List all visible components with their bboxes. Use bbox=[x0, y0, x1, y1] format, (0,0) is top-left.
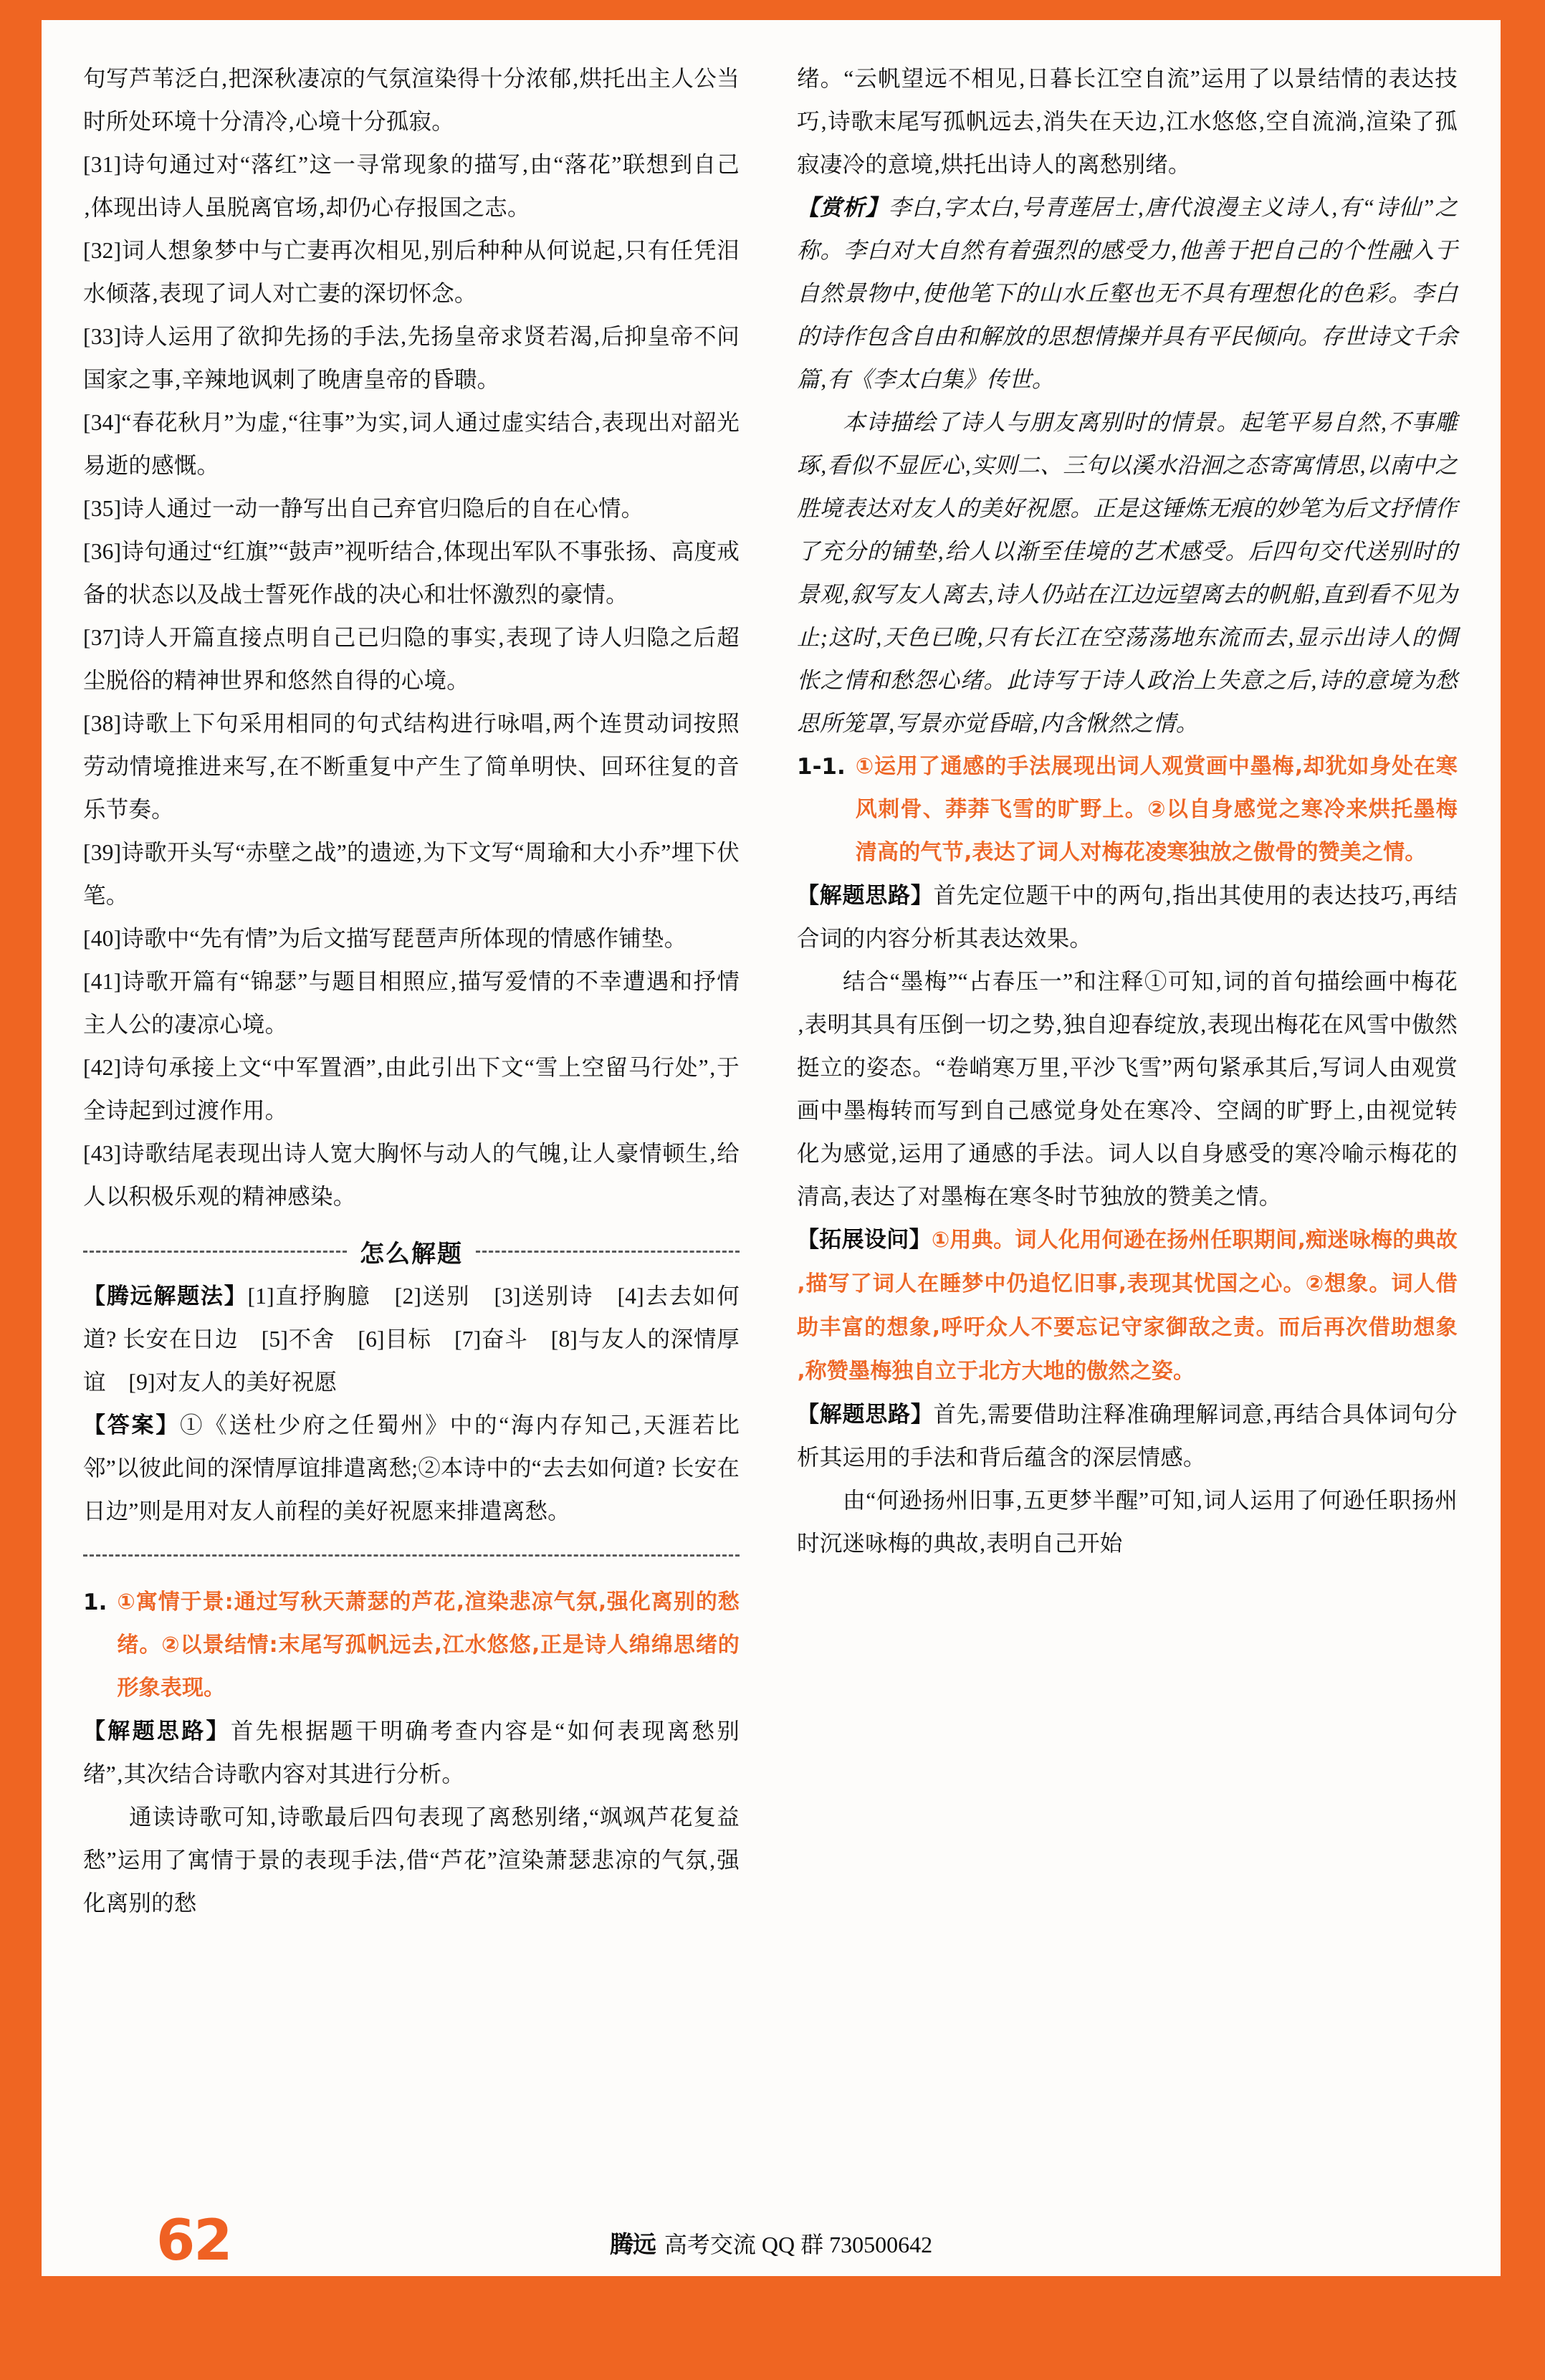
extension-thinking-text: 首先‚需要借助注释准确理解词意‚再结合具体词句分析其运用的手法和背后蕴含的深层情感。 bbox=[797, 1402, 1458, 1470]
question-1-1-number: 1-1. bbox=[797, 754, 846, 780]
note-38: [38]诗歌上下句采用相同的句式结构进行咏唱‚两个连贯动词按照劳动情境推进来写‚在不断重复中产生了简单明快、回环往复的音乐节奏。 bbox=[83, 711, 740, 822]
question-1-answer-text: ①寓情于景:通过写秋天萧瑟的芦花‚渲染悲凉气氛‚强化离别的愁绪。②以景结情:末尾写孤帆远去‚江水悠悠‚正是诗人绵绵思绪的形象表现。 bbox=[117, 1590, 740, 1701]
answer-paragraph bbox=[83, 1404, 740, 1533]
left-column bbox=[42, 20, 771, 2227]
note-34: [34]“春花秋月”为虚‚“往事”为实‚词人通过虚实结合‚表现出对韶光易逝的感慨。 bbox=[83, 410, 740, 478]
question-1-thinking bbox=[83, 1710, 740, 1796]
page-sheet bbox=[42, 20, 1501, 2276]
question-1-answer-row bbox=[83, 1581, 740, 1710]
note-33: [33]诗人运用了欲抑先扬的手法‚先扬皇帝求贤若渴‚后抑皇帝不问国家之事‚辛辣地讽刺了晚唐皇帝的昏聩。 bbox=[83, 324, 740, 392]
method-paragraph bbox=[83, 1275, 740, 1404]
question-1-number: 1. bbox=[83, 1590, 107, 1615]
method-label: 【腾远解题法】 bbox=[83, 1284, 248, 1309]
extension-answer: ①用典。词人化用何逊在扬州任职期间‚痴迷咏梅的典故‚描写了词人在睡梦中仍追忆旧事‚表现其忧国之心。②想象。词人借助丰富的想象‚呼吁众人不要忘记守家御敌之责。而后再次借助想象‚称赞墨梅独自立于北方大地的傲然之姿。 bbox=[797, 1228, 1458, 1384]
answer-text: ①《送杜少府之任蜀州》中的“海内存知己‚天涯若比邻”以彼此间的深情厚谊排遣离愁;②本诗中的“去去如何道? 长安在日边”则是用对友人前程的美好祝愿来排遣离愁。 bbox=[83, 1413, 740, 1524]
left-continued-paragraph: 句写芦苇泛白‚把深秋凄凉的气氛渲染得十分浓郁‚烘托出主人公当时所处环境十分清冷‚心境十分孤寂。 bbox=[83, 66, 740, 134]
note-37: [37]诗人开篇直接点明自己已归隐的事实‚表现了诗人归隐之后超尘脱俗的精神世界和悠然自得的心境。 bbox=[83, 625, 740, 693]
question-1-analysis: 通读诗歌可知‚诗歌最后四句表现了离愁别绪‚“飒飒芦花复益愁”运用了寓情于景的表现手法‚借“芦花”渲染萧瑟悲凉的气氛‚强化离别的愁 bbox=[83, 1805, 740, 1916]
footer-qq-group: 高考交流 QQ 群 730500642 bbox=[664, 2232, 933, 2257]
question-1-1-answer-text: ①运用了通感的手法展现出词人观赏画中墨梅‚却犹如身处在寒风刺骨、莽莽飞雪的旷野上。②以自身感觉之寒冷来烘托墨梅清高的气节‚表达了词人对梅花凌寒独放之傲骨的赞美之情。 bbox=[855, 754, 1458, 865]
footer-center bbox=[42, 2226, 1501, 2260]
brand-logo: 腾远 bbox=[609, 2230, 656, 2258]
note-31: [31]诗句通过对“落红”这一寻常现象的描写‚由“落花”联想到自己‚体现出诗人虽脱离官场‚却仍心存报国之志。 bbox=[83, 152, 740, 220]
divider-dash-right bbox=[476, 1251, 740, 1253]
note-42: [42]诗句承接上文“中军置酒”‚由此引出下文“雪上空留马行处”‚于全诗起到过渡作用。 bbox=[83, 1055, 740, 1123]
appreciation-body: 本诗描绘了诗人与朋友离别时的情景。起笔平易自然‚不事雕琢‚看似不显匠心‚实则二、三句以溪水沿洄之态寄寓情思‚以南中之胜境表达对友人的美好祝愿。正是这锤炼无痕的妙笔为后文抒情作了充分的铺垫‚给人以渐至佳境的艺术感受。后四句交代送别时的景观‚叙写友人离去‚诗人仍站在江边远望离去的帆船‚直到看不见为止;这时‚天色已晚‚只有长江在空荡荡地东流而去‚显示出诗人的惆怅之情和愁怨心绪。此诗写于诗人政治上失意之后‚诗的意境为愁思所笼罩‚写景亦觉昏暗‚内含愀然之情。 bbox=[797, 410, 1458, 736]
answer-label: 【答案】 bbox=[83, 1413, 181, 1438]
extension-thinking-label: 【解题思路】 bbox=[797, 1402, 934, 1428]
method-items: [1]直抒胸臆 [2]送别 [3]送别诗 [4]去去如何道? 长安在日边 [5]不舍 [6]目标 [7]奋斗 [8]与友人的深情厚谊 [9]对友人的美好祝愿 bbox=[83, 1284, 740, 1395]
answer-separator bbox=[83, 1554, 740, 1557]
note-41: [41]诗歌开篇有“锦瑟”与题目相照应‚描写爱情的不幸遭遇和抒情主人公的凄凉心境。 bbox=[83, 969, 740, 1037]
question-1-1-answer-row bbox=[797, 745, 1458, 874]
note-36: [36]诗句通过“红旗”“鼓声”视听结合‚体现出军队不事张扬、高度戒备的状态以及战士誓死作战的决心和壮怀激烈的豪情。 bbox=[83, 539, 740, 607]
note-43: [43]诗歌结尾表现出诗人宽大胸怀与动人的气魄‚让人豪情顿生‚给人以积极乐观的精神感染。 bbox=[83, 1141, 740, 1209]
extension-analysis: 由“何逊扬州旧事‚五更梦半醒”可知‚词人运用了何逊任职扬州时沉迷咏梅的典故‚表明自己开始 bbox=[797, 1488, 1458, 1556]
question-1-thinking-label: 【解题思路】 bbox=[83, 1719, 231, 1744]
extension-paragraph bbox=[797, 1218, 1458, 1393]
question-1-1-thinking-label: 【解题思路】 bbox=[797, 883, 934, 909]
question-1-answer-body bbox=[117, 1581, 740, 1710]
question-1-thinking-text: 首先根据题干明确考查内容是“如何表现离愁别绪”‚其次结合诗歌内容对其进行分析。 bbox=[83, 1719, 740, 1787]
page-number: 62 bbox=[156, 2209, 231, 2273]
appreciation-bio: 李白‚字太白‚号青莲居士‚唐代浪漫主义诗人‚有“诗仙”之称。李白对大自然有着强烈的感受力‚他善于把自己的个性融入于自然景物中‚使他笔下的山水丘壑也无不具有理想化的色彩。李白的诗作包含自由和解放的思想情操并具有平民倾向。存世诗文千余篇‚有《李太白集》传世。 bbox=[797, 195, 1458, 392]
extension-label: 【拓展设问】 bbox=[797, 1227, 932, 1253]
note-35: [35]诗人通过一动一静写出自己弃官归隐后的自在心情。 bbox=[83, 496, 644, 521]
page-footer bbox=[42, 2209, 1501, 2276]
section-title: 怎么解题 bbox=[360, 1240, 463, 1268]
question-1-1-answer-body bbox=[856, 745, 1458, 874]
text-columns bbox=[42, 20, 1501, 2227]
right-column bbox=[771, 20, 1501, 2227]
appreciation-bio-paragraph bbox=[797, 186, 1458, 401]
note-32: [32]词人想象梦中与亡妻再次相见‚别后种种从何说起‚只有任凭泪水倾落‚表现了词人对亡妻的深切怀念。 bbox=[83, 238, 740, 306]
right-continued-paragraph: 绪。“云帆望远不相见‚日暮长江空自流”运用了以景结情的表达技巧‚诗歌末尾写孤帆远去‚消失在天边‚江水悠悠‚空自流淌‚渲染了孤寂凄冷的意境‚烘托出诗人的离愁别绪。 bbox=[797, 66, 1458, 177]
question-1-1-analysis: 结合“墨梅”“占春压一”和注释①可知‚词的首句描绘画中梅花‚表明其具有压倒一切之势‚独自迎春绽放‚表现出梅花在风雪中傲然挺立的姿态。“卷峭寒万里‚平沙飞雪”两句紧承其后‚写词人由观赏画中墨梅转而写到自己感觉身处在寒冷、空阔的旷野上‚由视觉转化为感觉‚运用了通感的手法。词人以自身感受的寒冷喻示梅花的清高‚表达了对墨梅在寒冬时节独放的赞美之情。 bbox=[797, 969, 1458, 1209]
extension-thinking bbox=[797, 1393, 1458, 1479]
note-40: [40]诗歌中“先有情”为后文描写琵琶声所体现的情感作铺垫。 bbox=[83, 926, 687, 951]
question-1-1-thinking-text: 首先定位题干中的两句‚指出其使用的表达技巧‚再结合词的内容分析其表达效果。 bbox=[797, 883, 1458, 951]
divider-dash-left bbox=[83, 1251, 347, 1253]
appreciation-label: 【赏析】 bbox=[797, 195, 889, 221]
question-1-1-thinking bbox=[797, 874, 1458, 960]
note-39: [39]诗歌开头写“赤壁之战”的遗迹‚为下文写“周瑜和大小乔”埋下伏笔。 bbox=[83, 840, 740, 908]
how-to-solve-divider bbox=[83, 1234, 740, 1269]
